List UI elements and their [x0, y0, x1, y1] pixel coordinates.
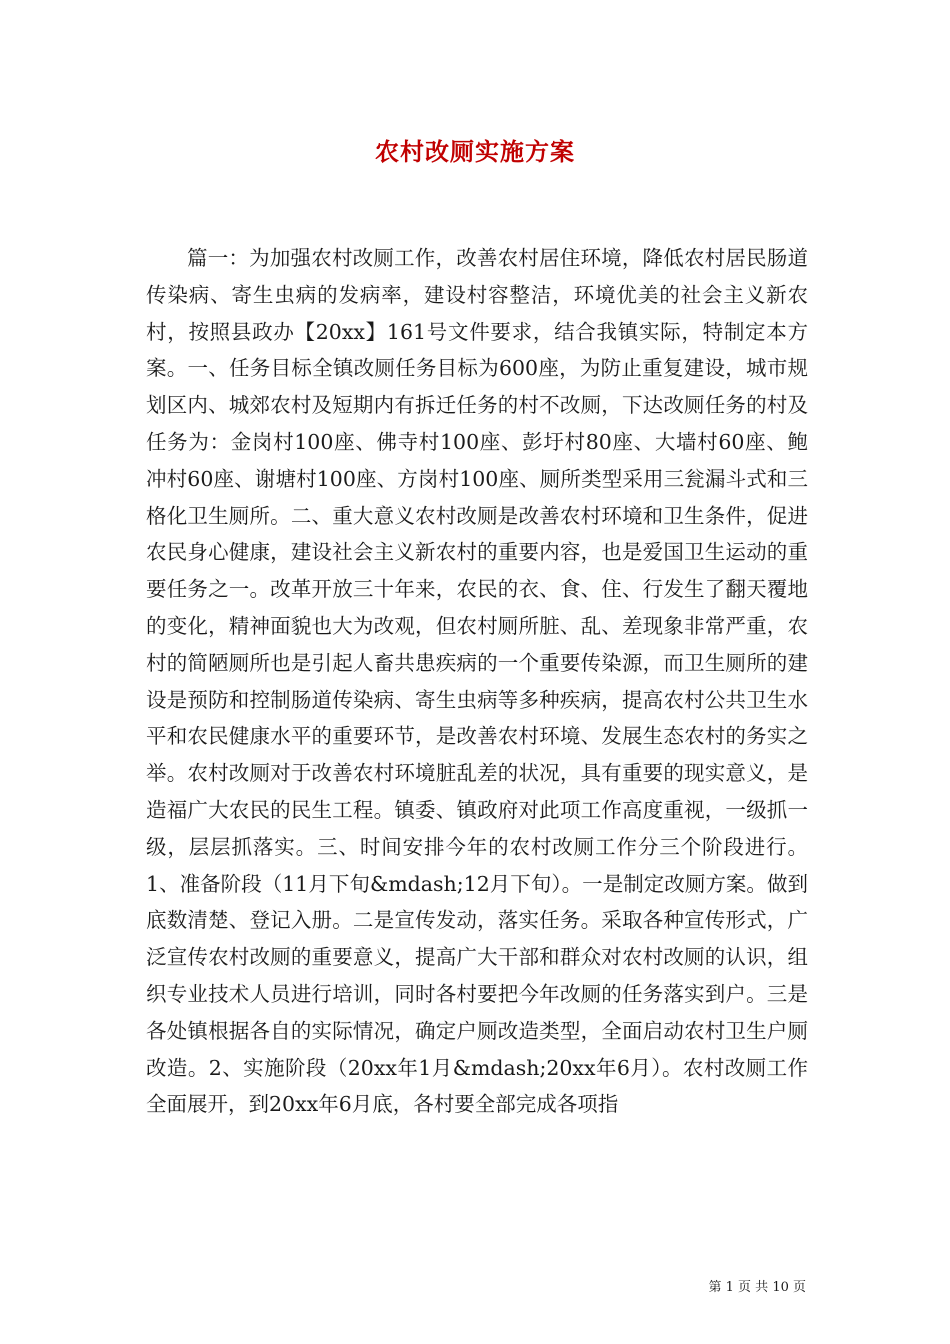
- document-title: 农村改厕实施方案: [375, 137, 575, 166]
- document-body-paragraph: 篇一：为加强农村改厕工作，改善农村居住环境，降低农村居民肠道传染病、寄生虫病的发病率，建设村容整洁，环境优美的社会主义新农村，按照县政办【20xx】161号文件要求，结合我镇实际，特制定本方案。一、任务目标全镇改厕任务目标为600座，为防止重复建设，城市规划区内、城郊农村及短期内有拆迁任务的村不改厕，下达改厕任务的村及任务为：金岗村100座、佛寺村100座、彭圩村80座、大墙村60座、鲍冲村60座、谢塘村100座、方岗村100座、厕所类型采用三瓮漏斗式和三格化卫生厕所。二、重大意义农村改厕是改善农村环境和卫生条件，促进农民身心健康，建设社会主义新农村的重要内容，也是爱国卫生运动的重要任务之一。改革开放三十年来，农民的衣、食、住、行发生了翻天覆地的变化，精神面貌也大为改观，但农村厕所脏、乱、差现象非常严重，农村的简陋厕所也是引起人畜共患疾病的一个重要传染源，而卫生厕所的建设是预防和控制肠道传染病、寄生虫病等多种疾病，提高农村公共卫生水平和农民健康水平的重要环节，是改善农村环境、发展生态农村的务实之举。农村改厕对于改善农村环境脏乱差的状况，具有重要的现实意义，是造福广大农民的民生工程。镇委、镇政府对此项工作高度重视，一级抓一级，层层抓落实。三、时间安排今年的农村改厕工作分三个阶段进行。1、准备阶段（11月下旬&mdash;12月下旬）。一是制定改厕方案。做到底数清楚、登记入册。二是宣传发动，落实任务。采取各种宣传形式，广泛宣传农村改厕的重要意义，提高广大干部和群众对农村改厕的认识，组织专业技术人员进行培训，同时各村要把今年改厕的任务落实到户。三是各处镇根据各自的实际情况，确定户厕改造类型，全面启动农村卫生户厕改造。2、实施阶段（20xx年1月&mdash;20xx年6月）。农村改厕工作全面展开，到20xx年6月底，各村要全部完成各项指: [146, 246, 808, 1117]
- page-number-footer: 第 1 页 共 10 页: [708, 1280, 806, 1295]
